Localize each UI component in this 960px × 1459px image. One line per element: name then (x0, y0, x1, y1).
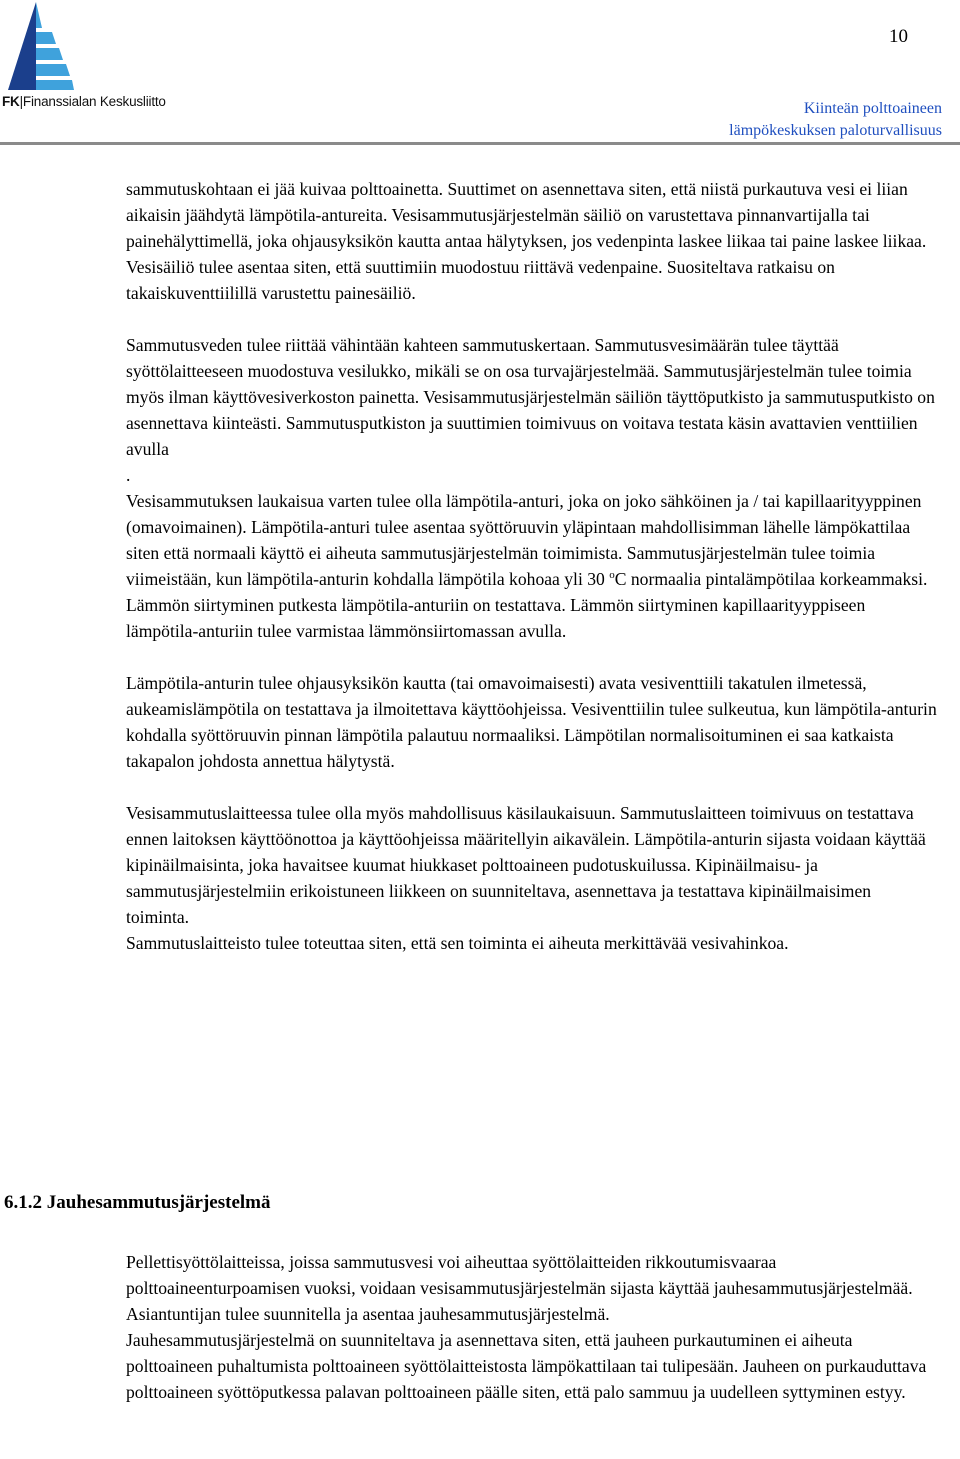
logo-separator: | (19, 94, 23, 109)
logo-name: Finanssialan Keskusliitto (22, 94, 166, 109)
sensor-text-end: C normaalia pintalämpötilaa korkeammaksi. Lämmön siirtyminen putkesta lämpötila-anturiin on testattava. Lämmön siirtyminen kapillaarityyppiseen lämpötila-anturiin tulee varmistaa lämmönsiirtomassan avulla. (126, 569, 928, 641)
page-number: 10 (889, 26, 908, 47)
paragraph-manual-release: Vesisammutuslaitteessa tulee olla myös mahdollisuus käsilaukaisuun. Sammutuslaitteen toimivuus on testattava ennen laitoksen käyttöönottoa ja käyttöohjeissa määritellyin aikavälein. Lämpötila-anturin sijasta voidaan käyttää kipinäilmaisinta, joka havaitsee kuumat hiukkaset polttoaineen pudotuskuilussa. Kipinäilmaisu- ja sammutusjärjestelmiin erikoistuneen liikkeen on suunniteltava, asennettava ja testattava kipinäilmaisimen toiminta. (126, 803, 926, 927)
paragraph-powder-system: Pellettisyöttölaitteissa, joissa sammutusvesi voi aiheuttaa syöttölaitteiden rikkoutumisvaaraa polttoaineenturpoamisen vuoksi, voidaan vesisammutusjärjestelmän sijasta käyttää jauhesammutusjärjestelmää. Asiantuntijan tulee suunnitella ja asentaa jauhesammutusjärjestelmä. (126, 1252, 913, 1324)
document-title-line1: Kiinteän polttoaineen (803, 100, 942, 117)
body-text (126, 176, 938, 956)
degree-superscript: o (609, 569, 615, 581)
paragraph-stray-dot: . (126, 465, 131, 485)
paragraph-water-damage: Sammutuslaitteisto tulee toteuttaa siten, että sen toiminta ei aiheuta merkittävää vesivahinkoa. (126, 933, 789, 953)
section-body-text (126, 1249, 938, 1405)
sensor-text-start: Vesisammutuksen laukaisua varten tulee olla lämpötila-anturi, joka on joko sähköinen ja / tai kapillaarityyppinen (omavoimainen). Lämpötila-anturi tulee asentaa syöttöruuvin yläpintaan mahdollisimman lähelle lämpökattilaa siten että normaali käyttö ei aiheuta sammutusjärjestelmän toimimista. Sammutusjärjestelmän tulee toimia viimeistään, kun lämpötila-anturin kohdalla lämpötila kohoaa yli 30 (126, 491, 922, 589)
header-divider (0, 142, 960, 145)
paragraph-tank: sammutuskohtaan ei jää kuivaa polttoainetta. Suuttimet on asennettava siten, että niistä purkautuva vesi ei liian aikaisin jäähdytä lämpötila-antureita. Vesisammutusjärjestelmän säiliö on varustettava pinnanvartijalla tai painehälyttimellä, joka ohjausyksikön kautta antaa hälytyksen, jos vedenpinta laskee liikaa tai paine laskee liikaa. Vesisäiliö tulee asentaa siten, että suuttimiin muodostuu riittävä vedenpaine. Suositeltava ratkaisu on takaiskuventtiilillä varustettu painesäiliö. (126, 179, 927, 303)
fk-logo-icon (2, 0, 78, 92)
paragraph-powder-discharge: Jauhesammutusjärjestelmä on suunniteltava ja asennettava siten, että jauheen purkautuminen ei aiheuta polttoaineen puhaltumista polttoaineen syöttölaitteistosta lämpökattilaan tai tulipesään. Jauheen on purkauduttava polttoaineen syöttöputkessa palavan polttoaineen päälle siten, että palo sammuu ja uudelleen syttyminen estyy. (126, 1330, 927, 1402)
paragraph-water-amount: Sammutusveden tulee riittää vähintään kahteen sammutuskertaan. Sammutusvesimäärän tulee täyttää syöttölaitteeseen muodostuva vesilukko, mikäli se on osa turvajärjestelmää. Sammutusjärjestelmän tulee toimia myös ilman käyttövesiverkoston painetta. Vesisammutusjärjestelmän säiliön täyttöputkisto ja sammutusputkisto on asennettava kiinteästi. Sammutusputkiston ja suuttimien toimivuus on voitava testata käsin avattavien venttiilien avulla (126, 335, 935, 459)
paragraph-water-valve: Lämpötila-anturin tulee ohjausyksikön kautta (tai omavoimaisesti) avata vesiventtiili takatulen ilmetessä, aukeamislämpötila on testattava ja ilmoitettava käyttöohjeissa. Vesiventtiilin tulee sulkeutua, kun lämpötila-anturin kohdalla syöttöruuvin pinnan lämpötila palautuu normaaliksi. Lämpötilan normalisoituminen ei saa katkaista takapalon johdosta annettua hälytystä. (126, 673, 937, 771)
document-title (729, 98, 942, 142)
fk-logo (0, 0, 175, 118)
paragraph-temperature-sensor (126, 488, 938, 644)
logo-prefix: FK (2, 94, 20, 109)
logo-text (2, 94, 166, 109)
document-title-line2: lämpökeskuksen paloturvallisuus (729, 122, 942, 139)
section-heading: 6.1.2 Jauhesammutusjärjestelmä (4, 1192, 271, 1213)
